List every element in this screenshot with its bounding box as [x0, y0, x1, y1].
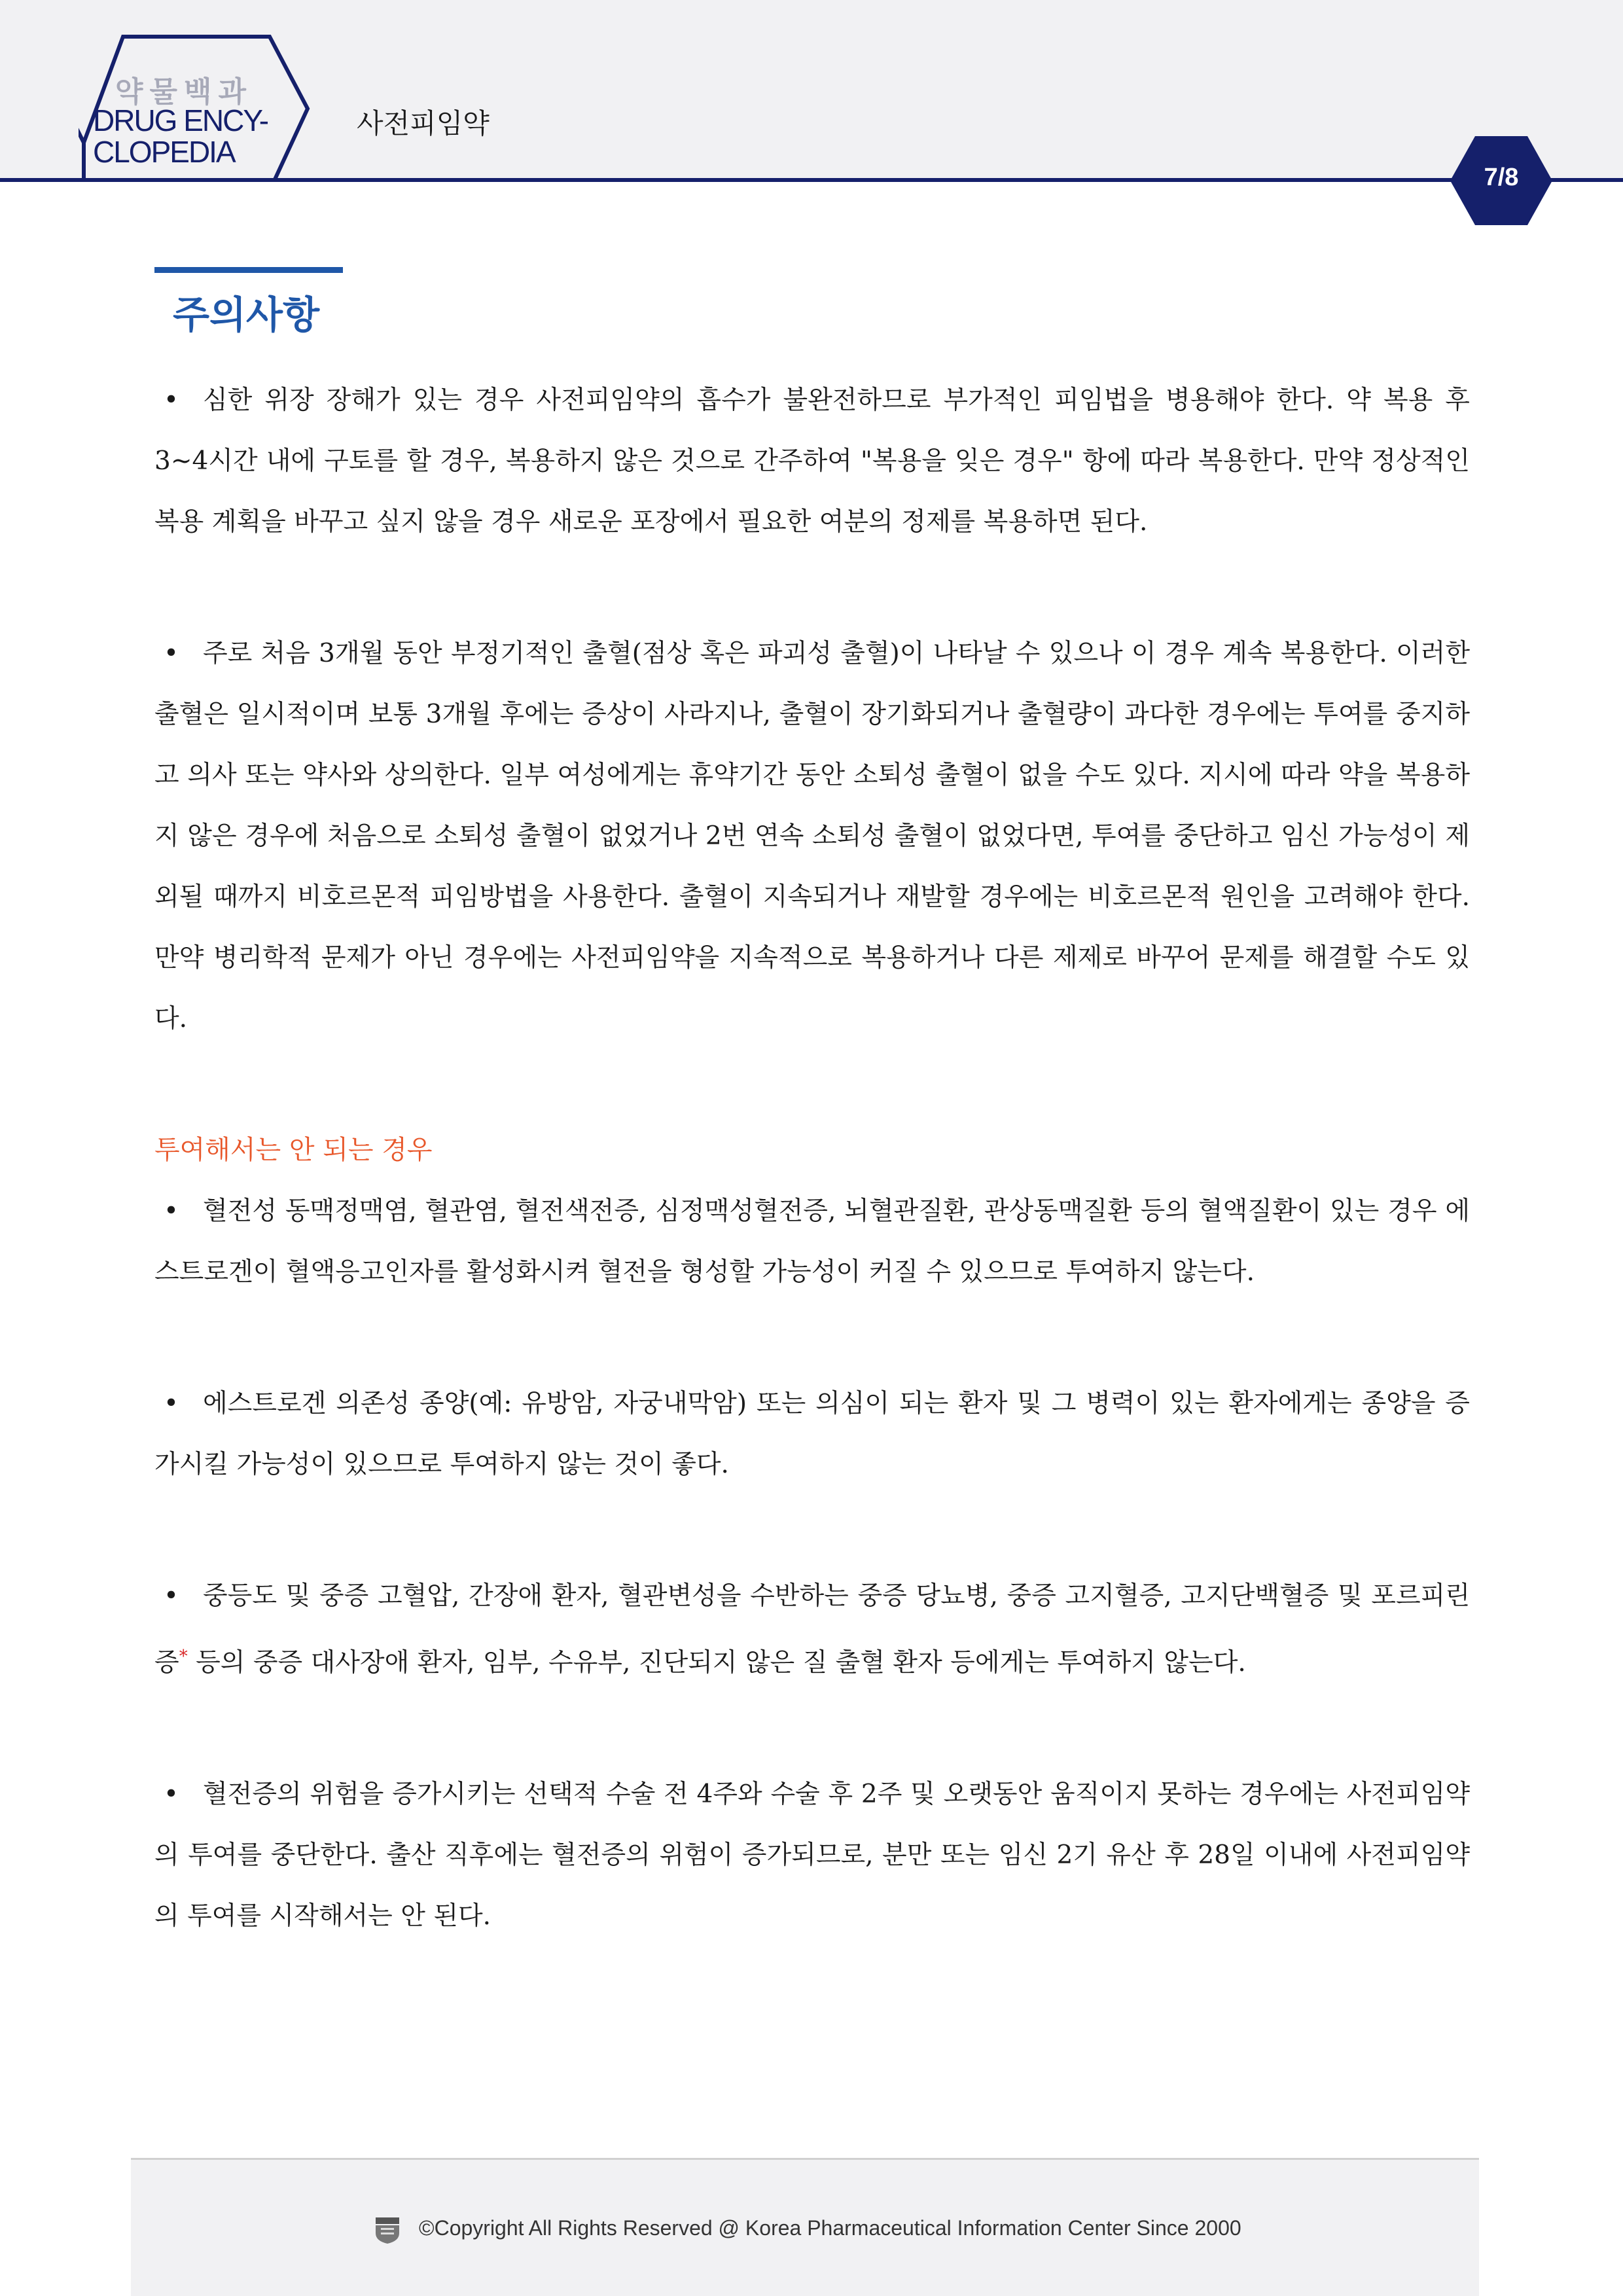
paragraph-5	[154, 1566, 1470, 1693]
paragraph-6	[154, 1764, 1470, 1946]
section-rule	[154, 267, 343, 273]
paragraph-3	[154, 1181, 1470, 1302]
paragraph-text: 등의 중증 대사장애 환자, 임부, 수유부, 진단되지 않은 질 출혈 환자 등에게는 투여하지 않는다.	[187, 1648, 1246, 1677]
bullet: •	[164, 1780, 179, 1809]
page-indicator: 7/8	[1484, 164, 1519, 191]
paragraph-text: 혈전증의 위험을 증가시키는 선택적 수술 전 4주와 수술 후 2주 및 오랫동안 움직이지 못하는 경우에는 사전피임약의 투여를 중단한다. 출산 직후에는 혈전증의 위험이 증가되므로, 분만 또는 임신 2기 유산 후 28일 이내에 사전피임약의 투여를 시작해서는 안 된다.	[154, 1780, 1470, 1931]
logo-korean: 약물백과	[115, 75, 253, 109]
content-body	[154, 370, 1470, 1946]
paragraph-2	[154, 623, 1470, 1049]
paragraph-text: 에스트로겐 의존성 종양(예: 유방암, 자궁내막암) 또는 의심이 되는 환자 및 그 병력이 있는 환자에게는 종양을 증가시킬 가능성이 있으므로 투여하지 않는 것이 좋다.	[154, 1389, 1470, 1479]
bullet: •	[164, 1581, 179, 1611]
bullet: •	[164, 386, 179, 415]
bullet: •	[164, 639, 179, 668]
paragraph-text: 주로 처음 3개월 동안 부정기적인 출혈(점상 혹은 파괴성 출혈)이 나타날 수 있으나 이 경우 계속 복용한다. 이러한 출혈은 일시적이며 보통 3개월 후에는 증상이 사라지나, 출혈이 장기화되거나 출혈량이 과다한 경우에는 투여를 중지하고 의사 또는 약사와 상의한다. 일부 여성에게는 휴약기간 동안 소퇴성 출혈이 없을 수도 있다. 지시에 따라 약을 복용하지 않은 경우에 처음으로 소퇴성 출혈이 없었거나 2번 연속 소퇴성 출혈이 없었다면, 투여를 중단하고 임신 가능성이 제외될 때까지 비호르몬적 피임방법을 사용한다. 출혈이 지속되거나 재발할 경우에는 비호르몬적 원인을 고려해야 한다. 만약 병리학적 문제가 아닌 경우에는 사전피임약을 지속적으로 복용하거나 다른 제제로 바꾸어 문제를 해결할 수도 있다.	[154, 639, 1470, 1033]
paragraph-4	[154, 1373, 1470, 1495]
paragraph-text: 혈전성 동맥정맥염, 혈관염, 혈전색전증, 심정맥성혈전증, 뇌혈관질환, 관상동맥질환 등의 혈액질환이 있는 경우 에스트로겐이 혈액응고인자를 활성화시켜 혈전을 형성할 가능성이 커질 수 있으므로 투여하지 않는다.	[154, 1196, 1470, 1287]
contraindication-heading: 투여해서는 안 되는 경우	[154, 1135, 433, 1165]
paragraph-text: 중등도 및 중증 고혈압, 간장애 환자, 혈관변성을 수반하는 중증 당뇨병, 중증 고지혈증, 고지단백혈증 및 포르피린증	[154, 1581, 1470, 1677]
document-title: 사전피임약	[357, 107, 490, 139]
bullet: •	[164, 1196, 179, 1226]
kpic-shield-icon	[374, 2216, 401, 2245]
footnote-mark: *	[179, 1647, 188, 1666]
section-title: 주의사항	[173, 293, 320, 337]
bullet: •	[164, 1389, 179, 1418]
copyright-text: ©Copyright All Rights Reserved @ Korea Pharmaceutical Information Center Since 2000	[419, 2216, 1241, 2240]
logo-english: DRUG ENCY- CLOPEDIA	[93, 103, 268, 169]
paragraph-1	[154, 370, 1470, 552]
paragraph-text: 심한 위장 장해가 있는 경우 사전피임약의 흡수가 불완전하므로 부가적인 피임법을 병용해야 한다. 약 복용 후 3~4시간 내에 구토를 할 경우, 복용하지 않은 것으로 간주하여 "복용을 잊은 경우" 항에 따라 복용한다. 만약 정상적인 복용 계획을 바꾸고 싶지 않을 경우 새로운 포장에서 필요한 여분의 정제를 복용하면 된다.	[154, 386, 1470, 537]
